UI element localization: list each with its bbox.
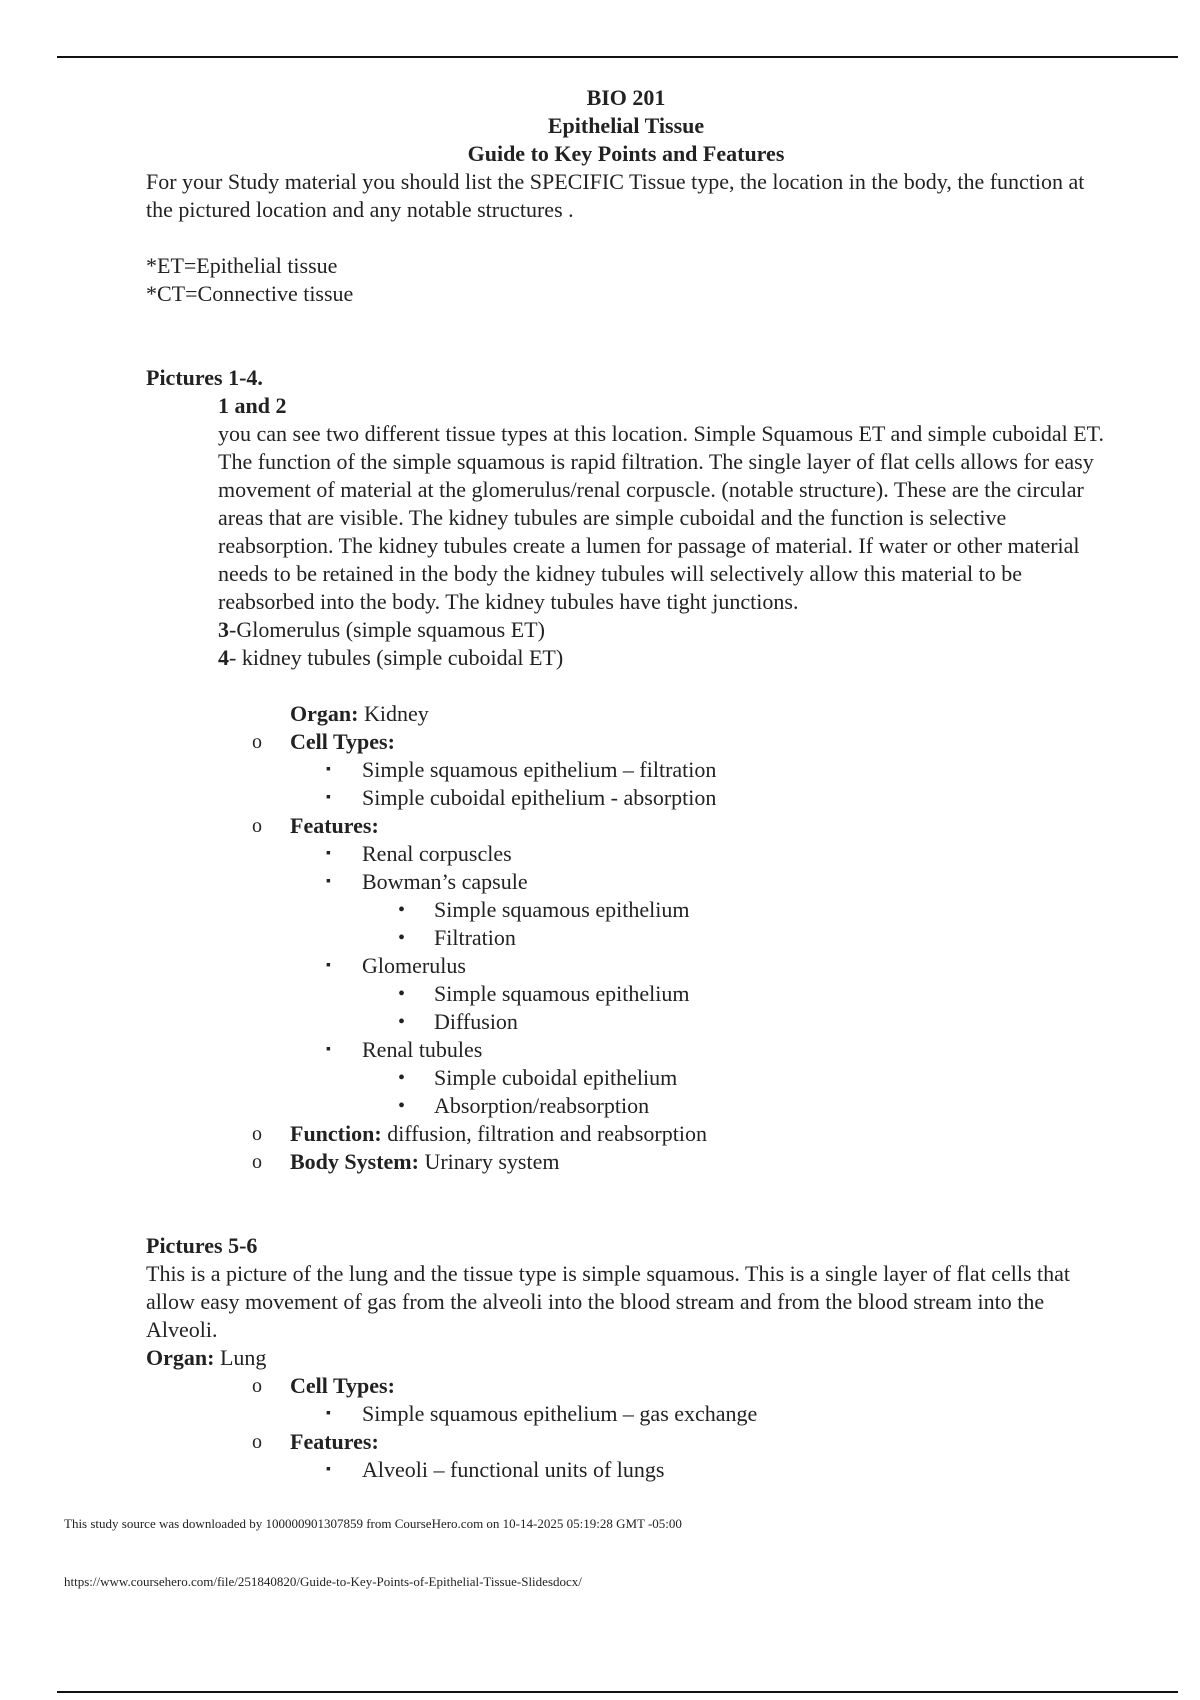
document-subtitle: Guide to Key Points and Features bbox=[467, 141, 785, 166]
section2-heading: Pictures 5-6 bbox=[146, 1233, 258, 1258]
abbreviation-ct: *CT=Connective tissue bbox=[146, 281, 354, 306]
intro-paragraph: For your Study material you should list the SPECIFIC Tissue type, the location in the body, the function at the pictured location and any notable structures . bbox=[146, 169, 1085, 222]
feature-item: Renal corpuscles bbox=[362, 841, 512, 866]
feature-item: Glomerulus bbox=[362, 953, 466, 978]
dot-bullet-icon: • bbox=[398, 927, 406, 949]
circle-bullet-icon: o bbox=[252, 731, 262, 753]
cell-types-heading bbox=[146, 1372, 1106, 1400]
dot-bullet-icon: • bbox=[398, 1095, 406, 1117]
organ-label: Organ: bbox=[290, 701, 359, 726]
dot-bullet-icon: • bbox=[398, 1067, 406, 1089]
top-rule bbox=[57, 56, 1178, 58]
body-system-value: Urinary system bbox=[418, 1149, 560, 1174]
circle-bullet-icon: o bbox=[252, 815, 262, 837]
dot-bullet-icon: • bbox=[398, 983, 406, 1005]
document-title: Epithelial Tissue bbox=[547, 113, 705, 138]
square-bullet-icon: ▪ bbox=[326, 874, 331, 889]
feature-subitem: Filtration bbox=[434, 925, 516, 950]
list-item bbox=[146, 868, 1106, 896]
square-bullet-icon: ▪ bbox=[326, 1462, 331, 1477]
dot-bullet-icon: • bbox=[398, 899, 406, 921]
features-label: Features: bbox=[290, 1429, 379, 1454]
source-url[interactable]: https://www.coursehero.com/file/251840820/Guide-to-Key-Points-of-Epithelial-Tissue-Slidesdocx/ bbox=[64, 1574, 582, 1589]
list-item bbox=[146, 756, 1106, 784]
list-item bbox=[146, 1092, 1106, 1120]
function-row bbox=[146, 1120, 1106, 1148]
square-bullet-icon: ▪ bbox=[326, 790, 331, 805]
abbreviation-et: *ET=Epithelial tissue bbox=[146, 253, 338, 278]
section1-heading: Pictures 1-4. bbox=[146, 365, 263, 390]
body-system-label: Body System: bbox=[290, 1149, 419, 1174]
cell-types-heading bbox=[146, 728, 1106, 756]
item-3 bbox=[218, 616, 1106, 644]
organ-value: Kidney bbox=[358, 701, 429, 726]
feature-item: Renal tubules bbox=[362, 1037, 483, 1062]
features-label: Features: bbox=[290, 813, 379, 838]
dot-bullet-icon: • bbox=[398, 1011, 406, 1033]
function-label: Function: bbox=[290, 1121, 382, 1146]
list-item bbox=[146, 924, 1106, 952]
list-item bbox=[146, 1064, 1106, 1092]
circle-bullet-icon: o bbox=[252, 1123, 262, 1145]
list-item bbox=[146, 784, 1106, 812]
item-4-number: 4 bbox=[218, 645, 229, 670]
bottom-rule bbox=[57, 1691, 1178, 1693]
feature-subitem: Absorption/reabsorption bbox=[434, 1093, 650, 1118]
list-item bbox=[146, 952, 1106, 980]
feature-subitem: Simple squamous epithelium bbox=[434, 897, 690, 922]
square-bullet-icon: ▪ bbox=[326, 958, 331, 973]
square-bullet-icon: ▪ bbox=[326, 1042, 331, 1057]
feature-subitem: Simple squamous epithelium bbox=[434, 981, 690, 1006]
feature-item: Bowman’s capsule bbox=[362, 869, 528, 894]
organ-label: Organ: bbox=[146, 1345, 215, 1370]
cell-types-label: Cell Types: bbox=[290, 1373, 395, 1398]
cell-types-label: Cell Types: bbox=[290, 729, 395, 754]
item-4 bbox=[218, 644, 1106, 672]
features-heading bbox=[146, 812, 1106, 840]
organ-lung bbox=[146, 1344, 1106, 1372]
square-bullet-icon: ▪ bbox=[326, 846, 331, 861]
download-notice: This study source was downloaded by 100000901307859 from CourseHero.com on 10-14-2025 05:19:28 GMT -05:00 bbox=[64, 1516, 682, 1531]
item-4-text: - kidney tubules (simple cuboidal ET) bbox=[229, 645, 564, 670]
list-item bbox=[146, 896, 1106, 924]
features-heading bbox=[146, 1428, 1106, 1456]
cell-type-item: Simple squamous epithelium – filtration bbox=[362, 757, 717, 782]
organ-value: Lung bbox=[214, 1345, 267, 1370]
list-item bbox=[146, 980, 1106, 1008]
organ-kidney bbox=[146, 700, 1106, 728]
list-item bbox=[146, 1036, 1106, 1064]
square-bullet-icon: ▪ bbox=[326, 1406, 331, 1421]
list-item bbox=[146, 1008, 1106, 1036]
feature-item: Alveoli – functional units of lungs bbox=[362, 1457, 665, 1482]
feature-subitem: Simple cuboidal epithelium bbox=[434, 1065, 678, 1090]
cell-type-item: Simple cuboidal epithelium - absorption bbox=[362, 785, 717, 810]
item-3-number: 3 bbox=[218, 617, 229, 642]
section1-paragraph: you can see two different tissue types at this location. Simple Squamous ET and simple cuboidal ET. The function of the simple squamous is rapid filtration. The single layer of flat cells allows for easy movement of material at the glomerulus/renal corpuscle. (notable structure). These are the circular areas that are visible. The kidney tubules are simple cuboidal and the function is selective reabsorption. The kidney tubules create a lumen for passage of material. If water or other material needs to be retained in the body the kidney tubules will selectively allow this material to be reabsorbed into the body. The kidney tubules have tight junctions. bbox=[218, 421, 1104, 614]
circle-bullet-icon: o bbox=[252, 1375, 262, 1397]
function-value: diffusion, filtration and reabsorption bbox=[381, 1121, 707, 1146]
circle-bullet-icon: o bbox=[252, 1431, 262, 1453]
circle-bullet-icon: o bbox=[252, 1151, 262, 1173]
list-item bbox=[146, 840, 1106, 868]
body-system-row bbox=[146, 1148, 1106, 1176]
list-item bbox=[146, 1400, 1106, 1428]
cell-type-item: Simple squamous epithelium – gas exchange bbox=[362, 1401, 758, 1426]
document-body bbox=[146, 84, 1106, 1484]
square-bullet-icon: ▪ bbox=[326, 762, 331, 777]
section1-subheading: 1 and 2 bbox=[218, 393, 287, 418]
course-title: BIO 201 bbox=[586, 85, 666, 110]
feature-subitem: Diffusion bbox=[434, 1009, 518, 1034]
item-3-text: -Glomerulus (simple squamous ET) bbox=[229, 617, 545, 642]
list-item bbox=[146, 1456, 1106, 1484]
section2-paragraph: This is a picture of the lung and the tissue type is simple squamous. This is a single layer of flat cells that allow easy movement of gas from the alveoli into the blood stream and from the blood stream into the Alveoli. bbox=[146, 1261, 1071, 1342]
